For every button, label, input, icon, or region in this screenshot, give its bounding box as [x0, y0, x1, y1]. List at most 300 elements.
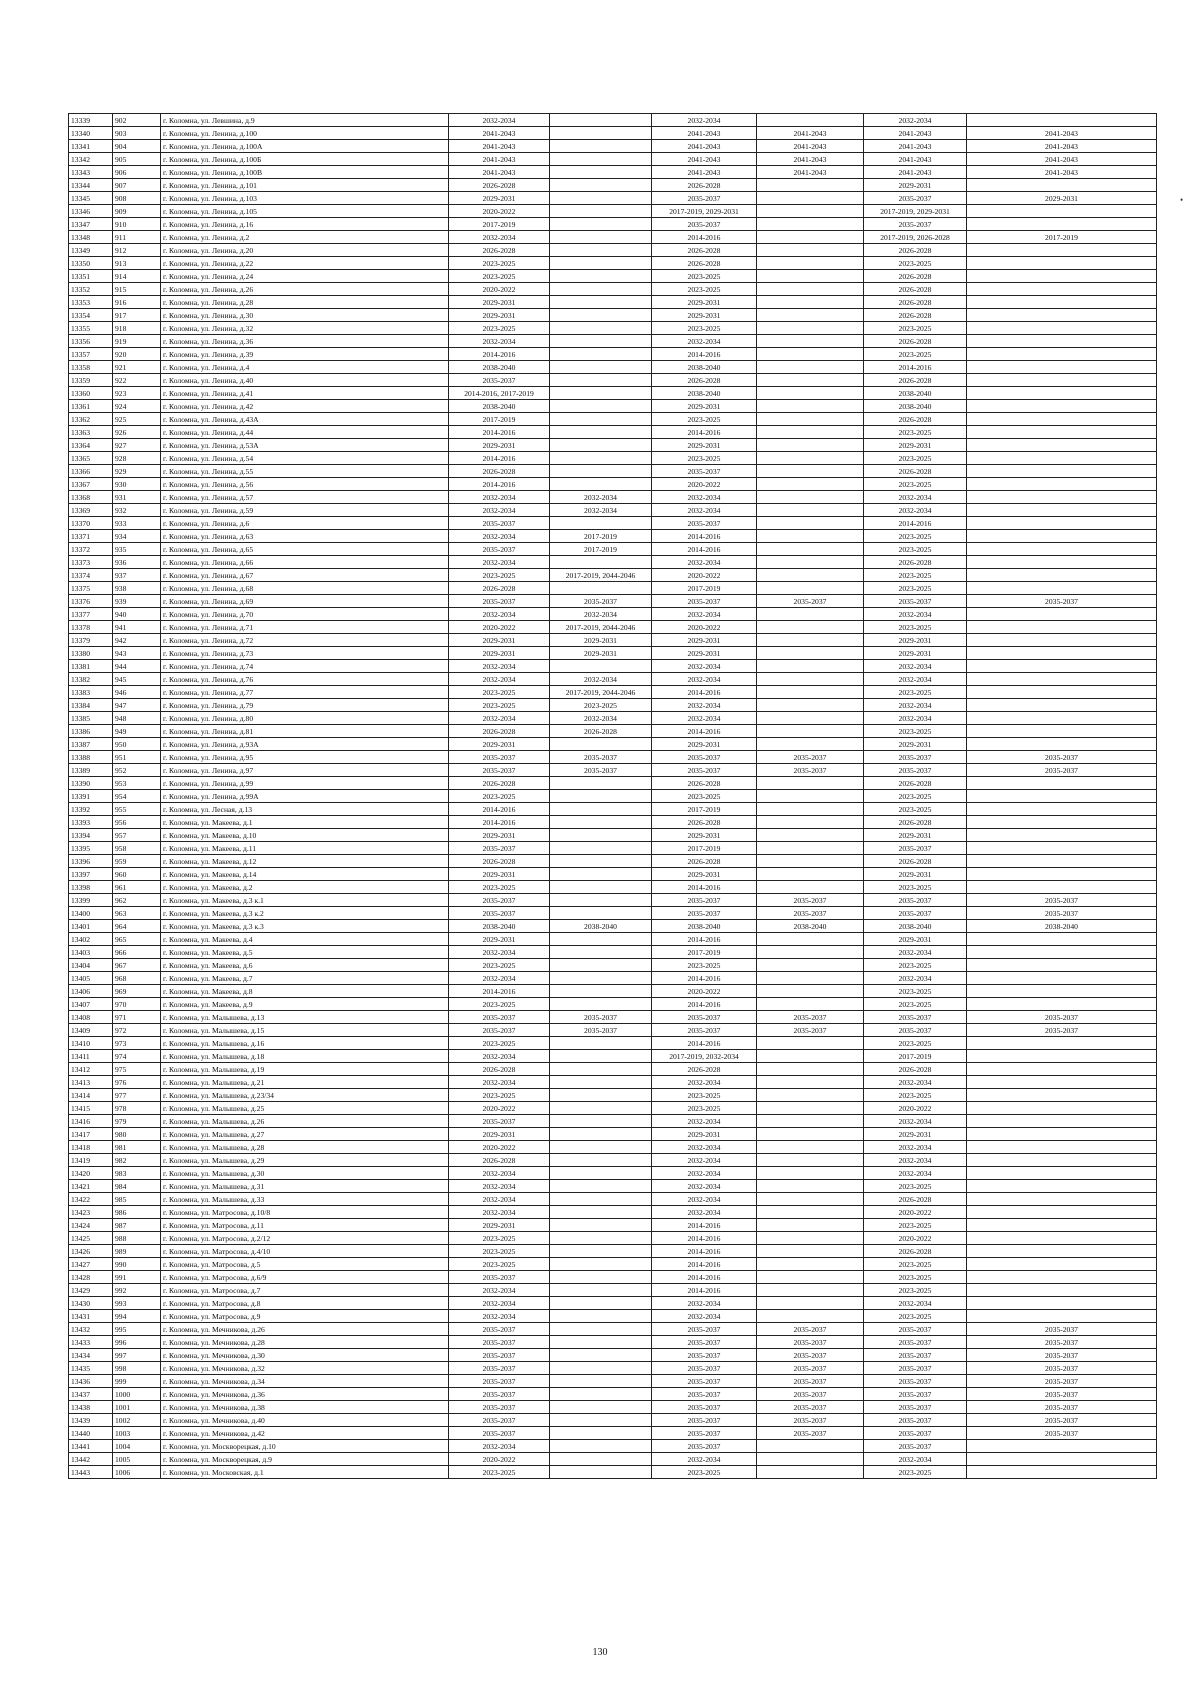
cell-col2 — [550, 907, 652, 920]
cell-col5: 2035-2037 — [864, 1323, 967, 1336]
cell-col3: 2032-2034 — [652, 1115, 757, 1128]
cell-col1: 2026-2028 — [449, 1154, 550, 1167]
cell-col1: 2032-2034 — [449, 712, 550, 725]
cell-address: г. Коломна, ул. Ленина, д.66 — [161, 556, 449, 569]
cell-col2 — [550, 452, 652, 465]
cell-col2 — [550, 244, 652, 257]
cell-col6 — [967, 348, 1157, 361]
cell-col3: 2023-2025 — [652, 452, 757, 465]
table-row — [69, 556, 1157, 569]
cell-col6 — [967, 608, 1157, 621]
table-row — [69, 1349, 1157, 1362]
cell-address: г. Коломна, ул. Ленина, д.20 — [161, 244, 449, 257]
cell-col3: 2041-2043 — [652, 166, 757, 179]
cell-col6 — [967, 556, 1157, 569]
cell-col1: 2026-2028 — [449, 855, 550, 868]
cell-col3: 2014-2016 — [652, 881, 757, 894]
table-row — [69, 1219, 1157, 1232]
table-row — [69, 1024, 1157, 1037]
cell-address: г. Коломна, ул. Ленина, д.59 — [161, 504, 449, 517]
cell-col6 — [967, 855, 1157, 868]
cell-col5: 2029-2031 — [864, 647, 967, 660]
cell-col3: 2035-2037 — [652, 1024, 757, 1037]
cell-col5: 2023-2025 — [864, 322, 967, 335]
cell-col5: 2023-2025 — [864, 569, 967, 582]
cell-col1: 2023-2025 — [449, 881, 550, 894]
cell-col3: 2032-2034 — [652, 114, 757, 127]
table-row — [69, 517, 1157, 530]
cell-col4 — [757, 231, 864, 244]
cell-col6 — [967, 829, 1157, 842]
table-row — [69, 309, 1157, 322]
cell-col2: 2032-2034 — [550, 504, 652, 517]
cell-col5: 2035-2037 — [864, 1401, 967, 1414]
cell-col4 — [757, 452, 864, 465]
cell-num: 977 — [113, 1089, 161, 1102]
cell-col6 — [967, 1128, 1157, 1141]
cell-col6 — [967, 504, 1157, 517]
cell-col3: 2014-2016 — [652, 686, 757, 699]
cell-address: г. Коломна, ул. Ленина, д.24 — [161, 270, 449, 283]
cell-address: г. Коломна, ул. Ленина, д.68 — [161, 582, 449, 595]
table-row — [69, 725, 1157, 738]
cell-col2 — [550, 296, 652, 309]
cell-id: 13352 — [69, 283, 113, 296]
cell-col4 — [757, 1050, 864, 1063]
cell-address: г. Коломна, ул. Матросова, д.4/10 — [161, 1245, 449, 1258]
cell-col6 — [967, 1206, 1157, 1219]
cell-col5: 2026-2028 — [864, 777, 967, 790]
cell-col5: 2029-2031 — [864, 738, 967, 751]
cell-id: 13364 — [69, 439, 113, 452]
cell-col5: 2032-2034 — [864, 660, 967, 673]
table-row — [69, 413, 1157, 426]
cell-col5: 2023-2025 — [864, 1284, 967, 1297]
cell-col6: 2035-2037 — [967, 1388, 1157, 1401]
page-number: 130 — [592, 1647, 608, 1658]
cell-num: 921 — [113, 361, 161, 374]
cell-num: 902 — [113, 114, 161, 127]
cell-id: 13387 — [69, 738, 113, 751]
cell-col1: 2035-2037 — [449, 894, 550, 907]
cell-col6 — [967, 972, 1157, 985]
cell-col2: 2023-2025 — [550, 699, 652, 712]
cell-col2 — [550, 1427, 652, 1440]
cell-id: 13404 — [69, 959, 113, 972]
cell-col1: 2032-2034 — [449, 1180, 550, 1193]
cell-col5: 2023-2025 — [864, 530, 967, 543]
cell-col2 — [550, 478, 652, 491]
cell-col6 — [967, 634, 1157, 647]
cell-col3: 2035-2037 — [652, 465, 757, 478]
cell-id: 13400 — [69, 907, 113, 920]
cell-col3: 2017-2019 — [652, 582, 757, 595]
cell-col1: 2032-2034 — [449, 1310, 550, 1323]
table-row — [69, 127, 1157, 140]
cell-address: г. Коломна, ул. Малышева, д.25 — [161, 1102, 449, 1115]
cell-col6 — [967, 244, 1157, 257]
cell-col6 — [967, 660, 1157, 673]
cell-col6 — [967, 322, 1157, 335]
cell-id: 13407 — [69, 998, 113, 1011]
cell-col5: 2023-2025 — [864, 998, 967, 1011]
cell-col1: 2035-2037 — [449, 374, 550, 387]
table-row — [69, 231, 1157, 244]
cell-num: 928 — [113, 452, 161, 465]
table-row — [69, 283, 1157, 296]
cell-col5: 2038-2040 — [864, 387, 967, 400]
cell-address: г. Коломна, ул. Ленина, д.71 — [161, 621, 449, 634]
table-row — [69, 1297, 1157, 1310]
table-row — [69, 660, 1157, 673]
cell-num: 935 — [113, 543, 161, 556]
cell-id: 13399 — [69, 894, 113, 907]
cell-col5: 2023-2025 — [864, 257, 967, 270]
cell-col2 — [550, 1362, 652, 1375]
cell-id: 13362 — [69, 413, 113, 426]
cell-col2 — [550, 1271, 652, 1284]
cell-col5: 2020-2022 — [864, 1102, 967, 1115]
cell-address: г. Коломна, ул. Ленина, д.30 — [161, 309, 449, 322]
cell-address: г. Коломна, ул. Ленина, д.70 — [161, 608, 449, 621]
cell-col4 — [757, 647, 864, 660]
cell-col3: 2035-2037 — [652, 1440, 757, 1453]
cell-num: 957 — [113, 829, 161, 842]
cell-col3: 2029-2031 — [652, 647, 757, 660]
cell-address: г. Коломна, ул. Ленина, д.26 — [161, 283, 449, 296]
cell-col6 — [967, 478, 1157, 491]
cell-num: 949 — [113, 725, 161, 738]
table-row — [69, 920, 1157, 933]
cell-col2: 2035-2037 — [550, 595, 652, 608]
cell-col6 — [967, 582, 1157, 595]
cell-num: 993 — [113, 1297, 161, 1310]
table-row — [69, 1232, 1157, 1245]
cell-col6 — [967, 647, 1157, 660]
cell-col6 — [967, 1271, 1157, 1284]
cell-num: 906 — [113, 166, 161, 179]
cell-col2 — [550, 1037, 652, 1050]
cell-id: 13346 — [69, 205, 113, 218]
cell-col2 — [550, 1349, 652, 1362]
table-row — [69, 348, 1157, 361]
table-row — [69, 959, 1157, 972]
cell-address: г. Коломна, ул. Ленина, д.105 — [161, 205, 449, 218]
table-row — [69, 140, 1157, 153]
cell-col1: 2023-2025 — [449, 270, 550, 283]
cell-col4 — [757, 244, 864, 257]
cell-id: 13376 — [69, 595, 113, 608]
cell-col4 — [757, 530, 864, 543]
cell-num: 967 — [113, 959, 161, 972]
cell-col6 — [967, 374, 1157, 387]
cell-num: 905 — [113, 153, 161, 166]
cell-num: 982 — [113, 1154, 161, 1167]
cell-col3: 2032-2034 — [652, 1206, 757, 1219]
cell-num: 979 — [113, 1115, 161, 1128]
cell-num: 992 — [113, 1284, 161, 1297]
cell-address: г. Коломна, ул. Матросова, д.5 — [161, 1258, 449, 1271]
cell-col5: 2023-2025 — [864, 985, 967, 998]
cell-num: 920 — [113, 348, 161, 361]
cell-address: г. Коломна, ул. Малышева, д.28 — [161, 1141, 449, 1154]
cell-col2 — [550, 1284, 652, 1297]
cell-col2 — [550, 166, 652, 179]
cell-id: 13354 — [69, 309, 113, 322]
cell-col2 — [550, 1180, 652, 1193]
cell-col1: 2032-2034 — [449, 335, 550, 348]
table-row — [69, 465, 1157, 478]
cell-address: г. Коломна, ул. Малышева, д.18 — [161, 1050, 449, 1063]
cell-col5: 2032-2034 — [864, 1076, 967, 1089]
cell-col1: 2032-2034 — [449, 1167, 550, 1180]
table-row — [69, 1141, 1157, 1154]
cell-id: 13341 — [69, 140, 113, 153]
cell-col3: 2014-2016 — [652, 426, 757, 439]
cell-num: 926 — [113, 426, 161, 439]
cell-col1: 2035-2037 — [449, 751, 550, 764]
cell-col1: 2032-2034 — [449, 972, 550, 985]
cell-col5: 2026-2028 — [864, 270, 967, 283]
cell-col2 — [550, 933, 652, 946]
cell-address: г. Коломна, ул. Ленина, д.6 — [161, 517, 449, 530]
cell-col4: 2035-2037 — [757, 1024, 864, 1037]
cell-num: 996 — [113, 1336, 161, 1349]
cell-id: 13419 — [69, 1154, 113, 1167]
cell-col3: 2026-2028 — [652, 1063, 757, 1076]
cell-col2 — [550, 1063, 652, 1076]
cell-num: 936 — [113, 556, 161, 569]
cell-col3: 2026-2028 — [652, 179, 757, 192]
cell-col5: 2026-2028 — [864, 1245, 967, 1258]
cell-col4 — [757, 1284, 864, 1297]
cell-col2 — [550, 1141, 652, 1154]
cell-col6 — [967, 569, 1157, 582]
cell-col2 — [550, 1232, 652, 1245]
cell-address: г. Коломна, ул. Малышева, д.13 — [161, 1011, 449, 1024]
cell-id: 13393 — [69, 816, 113, 829]
cell-id: 13435 — [69, 1362, 113, 1375]
cell-col2: 2038-2040 — [550, 920, 652, 933]
cell-col4 — [757, 1258, 864, 1271]
cell-num: 945 — [113, 673, 161, 686]
cell-col1: 2017-2019 — [449, 413, 550, 426]
cell-num: 973 — [113, 1037, 161, 1050]
cell-address: г. Коломна, ул. Малышева, д.31 — [161, 1180, 449, 1193]
cell-id: 13390 — [69, 777, 113, 790]
cell-id: 13397 — [69, 868, 113, 881]
cell-col2: 2029-2031 — [550, 634, 652, 647]
cell-col1: 2032-2034 — [449, 660, 550, 673]
cell-id: 13421 — [69, 1180, 113, 1193]
cell-col4 — [757, 634, 864, 647]
cell-id: 13443 — [69, 1466, 113, 1479]
cell-col6: 2035-2037 — [967, 764, 1157, 777]
cell-col5: 2029-2031 — [864, 933, 967, 946]
table-row — [69, 179, 1157, 192]
cell-num: 1001 — [113, 1401, 161, 1414]
cell-col6 — [967, 114, 1157, 127]
cell-col6 — [967, 686, 1157, 699]
table-row — [69, 1323, 1157, 1336]
cell-col4 — [757, 387, 864, 400]
cell-col1: 2026-2028 — [449, 725, 550, 738]
cell-num: 932 — [113, 504, 161, 517]
cell-col6 — [967, 673, 1157, 686]
cell-col3: 2014-2016 — [652, 348, 757, 361]
cell-col3: 2014-2016 — [652, 1284, 757, 1297]
cell-id: 13358 — [69, 361, 113, 374]
cell-col4 — [757, 699, 864, 712]
cell-col3: 2032-2034 — [652, 556, 757, 569]
cell-col4 — [757, 582, 864, 595]
cell-id: 13339 — [69, 114, 113, 127]
cell-col3: 2014-2016 — [652, 1271, 757, 1284]
cell-num: 909 — [113, 205, 161, 218]
cell-col6 — [967, 218, 1157, 231]
cell-address: г. Коломна, ул. Макеева, д.3 к.3 — [161, 920, 449, 933]
cell-col4 — [757, 1102, 864, 1115]
cell-col4: 2035-2037 — [757, 751, 864, 764]
cell-col5: 2023-2025 — [864, 621, 967, 634]
cell-col3: 2035-2037 — [652, 1414, 757, 1427]
cell-address: г. Коломна, ул. Малышева, д.33 — [161, 1193, 449, 1206]
cell-col2 — [550, 829, 652, 842]
cell-num: 918 — [113, 322, 161, 335]
cell-col5: 2035-2037 — [864, 218, 967, 231]
cell-col2 — [550, 309, 652, 322]
cell-address: г. Коломна, ул. Макеева, д.5 — [161, 946, 449, 959]
cell-col2 — [550, 439, 652, 452]
cell-col4 — [757, 1271, 864, 1284]
cell-id: 13410 — [69, 1037, 113, 1050]
cell-col1: 2035-2037 — [449, 1336, 550, 1349]
table-row — [69, 621, 1157, 634]
cell-col2: 2017-2019, 2044-2046 — [550, 686, 652, 699]
cell-address: г. Коломна, ул. Ленина, д.42 — [161, 400, 449, 413]
cell-col6: 2035-2037 — [967, 894, 1157, 907]
cell-col4: 2035-2037 — [757, 1427, 864, 1440]
cell-col5: 2023-2025 — [864, 1037, 967, 1050]
cell-col3: 2014-2016 — [652, 972, 757, 985]
cell-address: г. Коломна, ул. Макеева, д.12 — [161, 855, 449, 868]
cell-id: 13406 — [69, 985, 113, 998]
table-row — [69, 504, 1157, 517]
cell-col5: 2026-2028 — [864, 1193, 967, 1206]
cell-col1: 2014-2016, 2017-2019 — [449, 387, 550, 400]
cell-col4 — [757, 1063, 864, 1076]
table-row — [69, 972, 1157, 985]
table-row — [69, 1102, 1157, 1115]
cell-col1: 2035-2037 — [449, 1414, 550, 1427]
cell-col1: 2035-2037 — [449, 1271, 550, 1284]
cell-address: г. Коломна, ул. Малышева, д.26 — [161, 1115, 449, 1128]
cell-address: г. Коломна, ул. Малышева, д.27 — [161, 1128, 449, 1141]
cell-col5: 2029-2031 — [864, 179, 967, 192]
cell-id: 13441 — [69, 1440, 113, 1453]
cell-col6 — [967, 998, 1157, 1011]
cell-id: 13368 — [69, 491, 113, 504]
cell-col6 — [967, 361, 1157, 374]
table-row — [69, 1063, 1157, 1076]
cell-col5: 2035-2037 — [864, 1388, 967, 1401]
cell-col6: 2038-2040 — [967, 920, 1157, 933]
cell-col1: 2032-2034 — [449, 673, 550, 686]
cell-col3: 2035-2037 — [652, 1336, 757, 1349]
cell-col5: 2023-2025 — [864, 686, 967, 699]
cell-col6 — [967, 1063, 1157, 1076]
cell-col4 — [757, 491, 864, 504]
cell-num: 929 — [113, 465, 161, 478]
cell-col5: 2041-2043 — [864, 153, 967, 166]
table-row — [69, 530, 1157, 543]
cell-col4: 2035-2037 — [757, 1336, 864, 1349]
cell-address: г. Коломна, ул. Мечникова, д.40 — [161, 1414, 449, 1427]
cell-col3: 2029-2031 — [652, 738, 757, 751]
cell-address: г. Коломна, ул. Макеева, д.14 — [161, 868, 449, 881]
cell-address: г. Коломна, ул. Мечникова, д.30 — [161, 1349, 449, 1362]
cell-col4 — [757, 842, 864, 855]
table-row — [69, 205, 1157, 218]
cell-col4: 2041-2043 — [757, 153, 864, 166]
cell-address: г. Коломна, ул. Ленина, д.41 — [161, 387, 449, 400]
cell-col1: 2023-2025 — [449, 1037, 550, 1050]
cell-num: 985 — [113, 1193, 161, 1206]
cell-col3: 2023-2025 — [652, 270, 757, 283]
cell-col3: 2020-2022 — [652, 621, 757, 634]
cell-num: 914 — [113, 270, 161, 283]
table-row — [69, 296, 1157, 309]
cell-col1: 2041-2043 — [449, 153, 550, 166]
cell-num: 978 — [113, 1102, 161, 1115]
cell-col4 — [757, 257, 864, 270]
table-row — [69, 1310, 1157, 1323]
cell-col3: 2014-2016 — [652, 1258, 757, 1271]
cell-col4 — [757, 426, 864, 439]
cell-col2 — [550, 179, 652, 192]
cell-col4 — [757, 517, 864, 530]
cell-col3: 2038-2040 — [652, 361, 757, 374]
cell-address: г. Коломна, ул. Ленина, д.55 — [161, 465, 449, 478]
cell-col4 — [757, 725, 864, 738]
cell-col2 — [550, 855, 652, 868]
cell-col6 — [967, 205, 1157, 218]
cell-col6: 2035-2037 — [967, 595, 1157, 608]
cell-num: 981 — [113, 1141, 161, 1154]
table-row — [69, 1414, 1157, 1427]
cell-col4: 2035-2037 — [757, 764, 864, 777]
cell-id: 13386 — [69, 725, 113, 738]
cell-col3: 2035-2037 — [652, 907, 757, 920]
cell-col1: 2014-2016 — [449, 985, 550, 998]
cell-num: 958 — [113, 842, 161, 855]
cell-col3: 2023-2025 — [652, 283, 757, 296]
cell-col1: 2023-2025 — [449, 1466, 550, 1479]
cell-col2 — [550, 972, 652, 985]
cell-col2 — [550, 1453, 652, 1466]
cell-col5: 2026-2028 — [864, 374, 967, 387]
cell-col6 — [967, 309, 1157, 322]
cell-num: 954 — [113, 790, 161, 803]
cell-num: 943 — [113, 647, 161, 660]
cell-col5: 2032-2034 — [864, 673, 967, 686]
cell-num: 963 — [113, 907, 161, 920]
cell-num: 910 — [113, 218, 161, 231]
cell-num: 903 — [113, 127, 161, 140]
cell-id: 13436 — [69, 1375, 113, 1388]
cell-col6 — [967, 257, 1157, 270]
cell-col5: 2023-2025 — [864, 725, 967, 738]
